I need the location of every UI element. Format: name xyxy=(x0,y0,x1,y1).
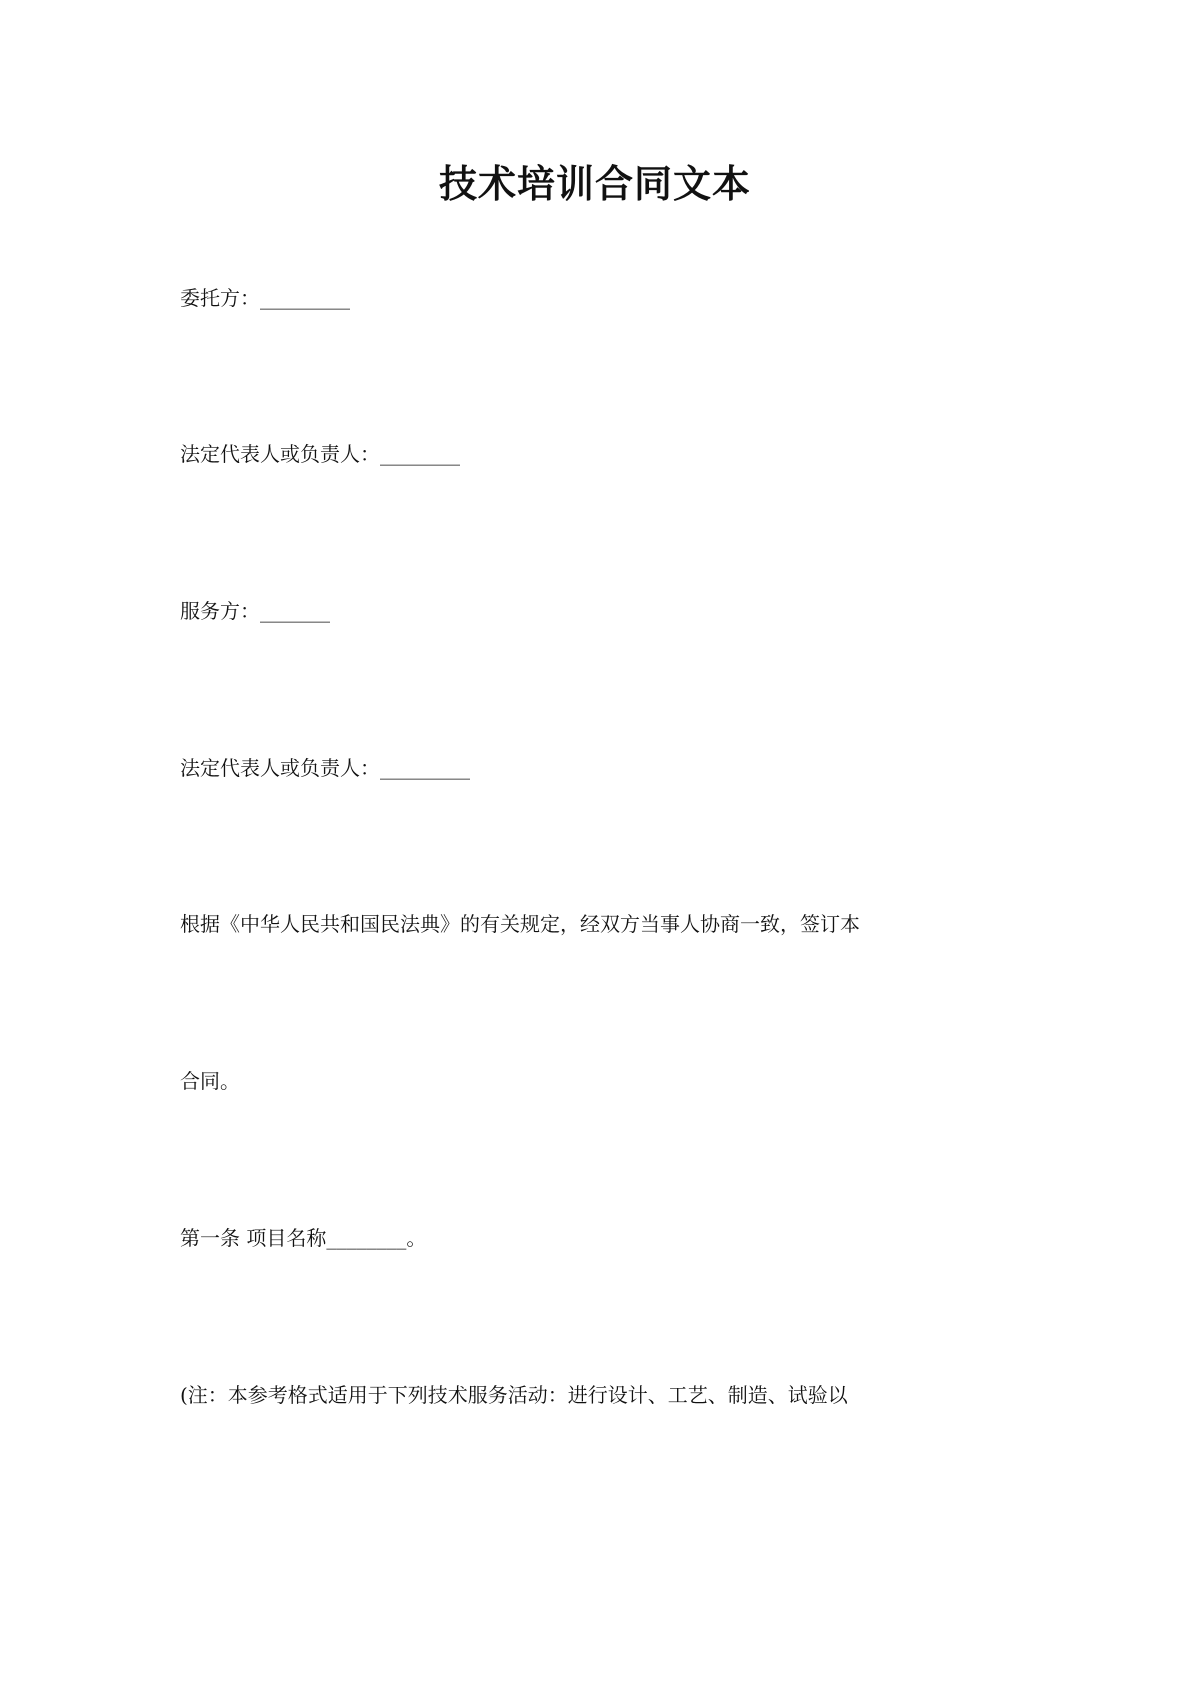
service-party-line: 服务方：_______ xyxy=(180,599,330,623)
service-representative-line: 法定代表人或负责人：_________ xyxy=(180,756,470,780)
preamble-line-1: 根据《中华人民共和国民法典》的有关规定，经双方当事人协商一致，签订本 xyxy=(180,912,860,936)
article-1-line: 第一条 项目名称________。 xyxy=(180,1226,427,1250)
client-party-line: 委托方：_________ xyxy=(180,286,350,310)
note-line: (注：本参考格式适用于下列技术服务活动：进行设计、工艺、制造、试验以 xyxy=(180,1383,848,1407)
document-title: 技术培训合同文本 xyxy=(438,161,751,206)
preamble-line-2: 合同。 xyxy=(180,1069,240,1093)
client-representative-line: 法定代表人或负责人：________ xyxy=(180,442,460,466)
